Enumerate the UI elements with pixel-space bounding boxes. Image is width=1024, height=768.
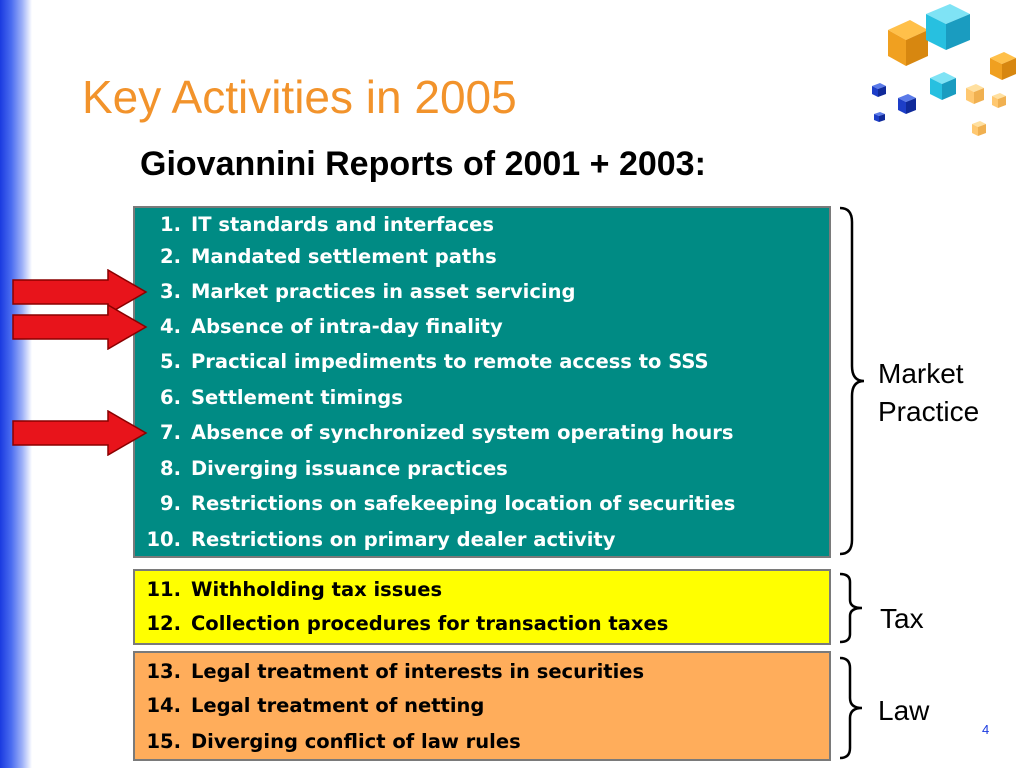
tax-label: Tax bbox=[880, 603, 924, 634]
red-arrow-icon bbox=[12, 304, 148, 350]
list-item: 8. Diverging issuance practices bbox=[160, 457, 508, 480]
list-item: 4. Absence of intra-day finality bbox=[160, 315, 503, 338]
list-item: 11. Withholding tax issues bbox=[146, 578, 443, 601]
law-box bbox=[133, 651, 831, 761]
cubes-logo-icon bbox=[860, 0, 1024, 142]
list-item: 7. Absence of synchronized system operating hours bbox=[160, 421, 734, 444]
list-item: 13. Legal treatment of interests in securities bbox=[146, 660, 645, 683]
list-item: 1. IT standards and interfaces bbox=[160, 213, 494, 236]
list-item: 6. Settlement timings bbox=[160, 386, 403, 409]
slide-subtitle: Giovannini Reports of 2001 + 2003: bbox=[140, 145, 706, 183]
list-item: 15. Diverging conflict of law rules bbox=[146, 730, 521, 753]
page-number: 4 bbox=[982, 722, 990, 737]
red-arrow-icon bbox=[12, 410, 148, 456]
list-item: 9. Restrictions on safekeeping location of securities bbox=[160, 492, 736, 515]
list-item: 5. Practical impediments to remote access to SSS bbox=[160, 350, 709, 373]
law-label: Law bbox=[878, 695, 930, 726]
market-practice-box bbox=[133, 206, 831, 558]
tax-box bbox=[133, 569, 831, 645]
slide-title: Key Activities in 2005 bbox=[82, 71, 517, 123]
left-gradient-bar bbox=[0, 0, 32, 768]
list-item: 10. Restrictions on primary dealer activity bbox=[146, 528, 616, 551]
market-practice-label: Market Practice bbox=[878, 358, 980, 427]
market-practice-brace-icon bbox=[838, 206, 868, 556]
law-brace-icon bbox=[838, 656, 868, 760]
list-item: 14. Legal treatment of netting bbox=[146, 694, 485, 717]
tax-brace-icon bbox=[838, 572, 868, 644]
list-item: 2. Mandated settlement paths bbox=[160, 245, 497, 268]
list-item: 3. Market practices in asset servicing bbox=[160, 280, 576, 303]
list-item: 12. Collection procedures for transaction taxes bbox=[146, 612, 669, 635]
